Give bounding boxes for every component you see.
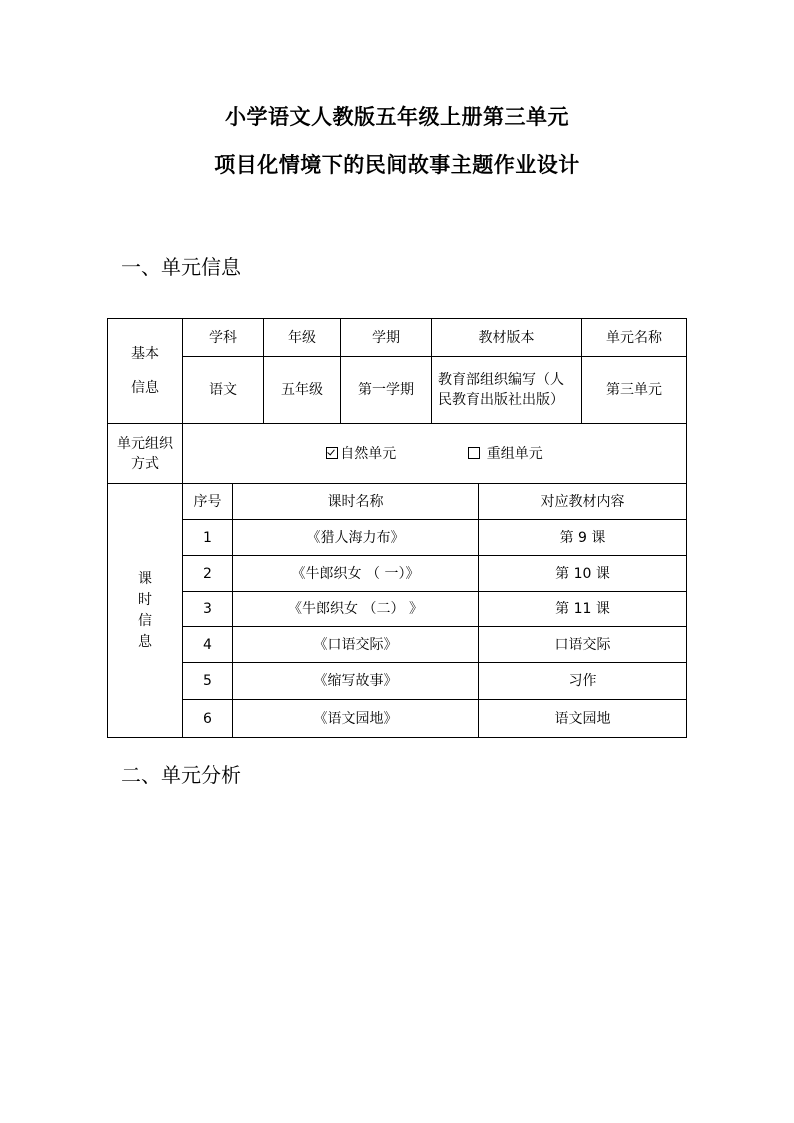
lesson-no: 4 (183, 627, 233, 663)
value-textbook-edition: 教育部组织编写（人民教育出版社出版） (432, 357, 582, 424)
lessons-label-char: 时 (138, 591, 152, 608)
organization-label-line2: 方式 (131, 455, 159, 472)
table-row (108, 627, 687, 663)
table-row (108, 556, 687, 592)
lesson-no: 6 (183, 700, 233, 738)
document-title-line2: 项目化情境下的民间故事主题作业设计 (214, 153, 580, 177)
unchecked-checkbox-icon[interactable] (468, 447, 480, 459)
organization-label (108, 424, 183, 484)
lesson-content: 第 9 课 (479, 520, 687, 556)
basic-info-header-row (108, 319, 687, 357)
lessons-header-row (108, 484, 687, 520)
lesson-name: 《牛郎织女 （二） 》 (233, 592, 479, 627)
lesson-content: 语文园地 (479, 700, 687, 738)
header-grade: 年级 (264, 319, 341, 357)
lesson-name: 《猎人海力布》 (233, 520, 479, 556)
value-subject: 语文 (183, 357, 264, 424)
table-row (108, 700, 687, 738)
lesson-no: 2 (183, 556, 233, 592)
lesson-name: 《语文园地》 (233, 700, 479, 738)
header-unit-name: 单元名称 (582, 319, 687, 357)
option-regroup-unit-label: 重组单元 (486, 445, 543, 462)
lesson-name: 《牛郎织女 （ 一）》 (233, 556, 479, 592)
lesson-no: 1 (183, 520, 233, 556)
table-row (108, 663, 687, 700)
header-lesson-name: 课时名称 (233, 484, 479, 520)
lessons-label (108, 484, 183, 738)
header-subject: 学科 (183, 319, 264, 357)
lesson-name: 《缩写故事》 (233, 663, 479, 700)
lessons-label-char: 课 (138, 570, 152, 587)
lesson-content: 第 11 课 (479, 592, 687, 627)
section-heading-unit-info: 一、单元信息 (121, 255, 241, 279)
lesson-content: 口语交际 (479, 627, 687, 663)
unit-info-table (107, 318, 687, 738)
lesson-no: 3 (183, 592, 233, 627)
lessons-label-char: 息 (138, 633, 152, 650)
lessons-label-char: 信 (138, 612, 152, 629)
document-title-line1: 小学语文人教版五年级上册第三单元 (225, 105, 569, 129)
lesson-no: 5 (183, 663, 233, 700)
option-natural-unit[interactable] (326, 444, 396, 464)
organization-label-line1: 单元组织 (117, 435, 173, 452)
lesson-name: 《口语交际》 (233, 627, 479, 663)
value-grade: 五年级 (264, 357, 341, 424)
value-unit-name: 第三单元 (582, 357, 687, 424)
basic-info-value-row (108, 357, 687, 424)
value-semester: 第一学期 (341, 357, 432, 424)
header-lesson-content: 对应教材内容 (479, 484, 687, 520)
lesson-content: 习作 (479, 663, 687, 700)
option-regroup-unit[interactable] (468, 444, 542, 464)
header-textbook-edition: 教材版本 (432, 319, 582, 357)
section-heading-unit-analysis: 二、单元分析 (121, 763, 241, 787)
organization-options (183, 424, 687, 484)
header-lesson-no: 序号 (183, 484, 233, 520)
organization-row (108, 424, 687, 484)
table-row (108, 592, 687, 627)
table-row (108, 520, 687, 556)
lesson-content: 第 10 课 (479, 556, 687, 592)
basic-info-label (108, 319, 183, 424)
option-natural-unit-label: 自然单元 (340, 445, 397, 462)
header-semester: 学期 (341, 319, 432, 357)
basic-info-label-line1: 基本 (131, 346, 159, 362)
checked-checkbox-icon[interactable] (326, 447, 338, 459)
basic-info-label-line2: 信息 (131, 380, 159, 396)
